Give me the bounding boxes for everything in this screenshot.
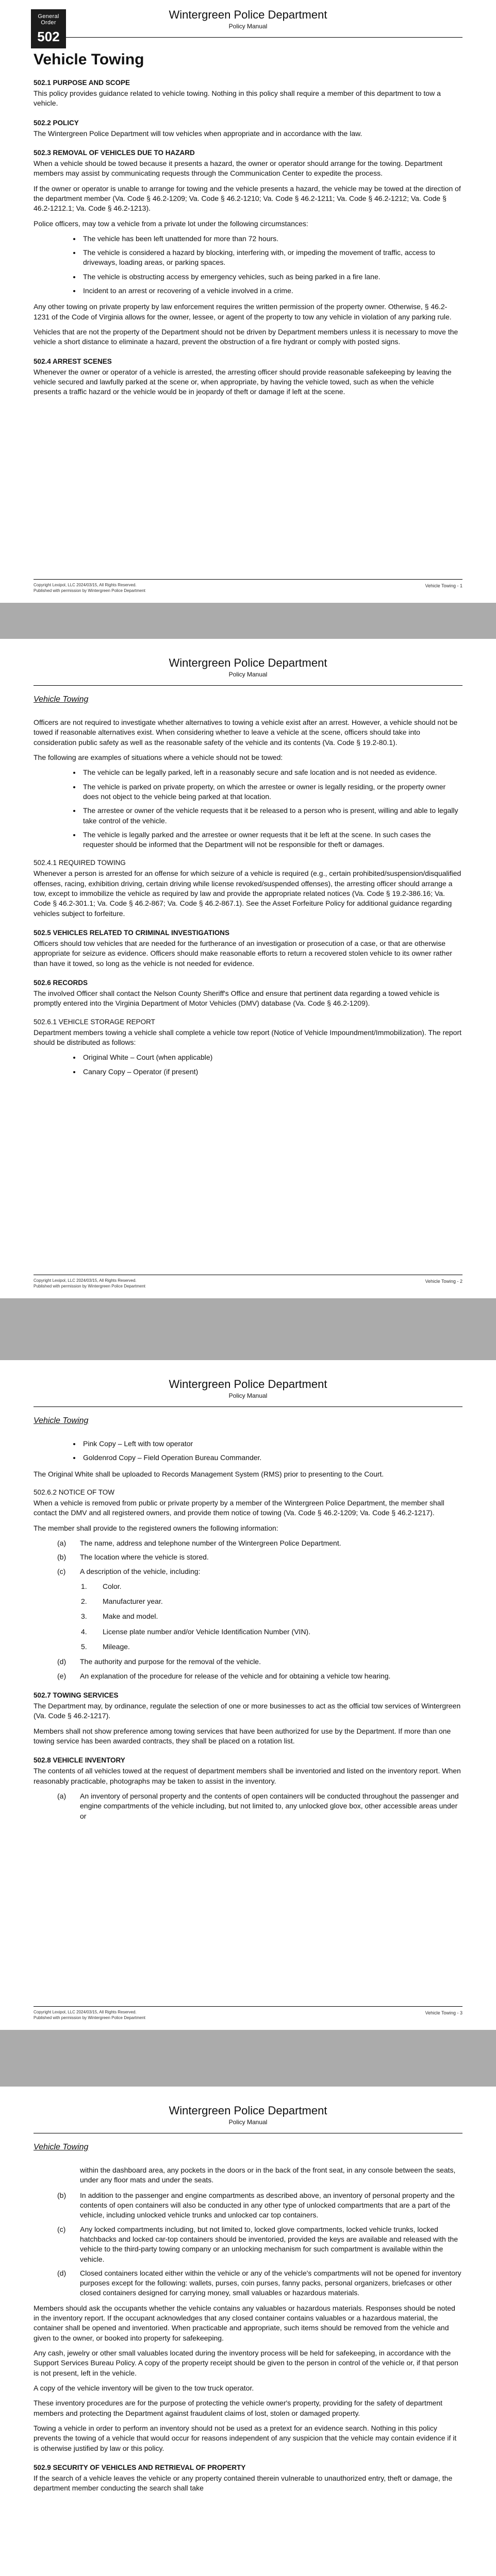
paragraph: If the search of a vehicle leaves the vehicle or any property contained therein vulnerable to unauthorized entry, theft or damage, the department member conducting the search shall take xyxy=(34,2473,453,2493)
paragraph: Towing a vehicle in order to perform an inventory should not be used as a pretext for an evidence search. Nothing in this policy prevents the towing of a vehicle that would occur for reasons independent of any suspicion that the vehicle may contain evidence if it is otherwise justified by law or this policy. xyxy=(34,2424,457,2452)
bullet-list xyxy=(34,1053,462,1077)
paragraph: The involved Officer shall contact the Nelson County Sheriff's Office and ensure that pertinent data regarding a towed vehicle is promptly entered into the Virginia Department of Motor Vehicles (DMV) database (Va. Code § 46.2-1209). xyxy=(34,989,440,1008)
department-name: Wintergreen Police Department xyxy=(169,8,327,21)
page-header xyxy=(0,639,496,678)
paragraph: The Original White shall be uploaded to Records Management System (RMS) prior to presenting to the Court. xyxy=(34,1469,384,1478)
list-item: 4. License plate number and/or Vehicle Identification Number (VIN). xyxy=(81,1627,311,1636)
document-page xyxy=(0,639,496,1298)
header-divider xyxy=(34,37,462,38)
list-item: 5. Mileage. xyxy=(81,1642,130,1651)
numbered-list xyxy=(34,1582,462,1652)
document-page xyxy=(0,1360,496,2030)
section-heading: 502.6 RECORDS xyxy=(34,978,88,987)
section-heading: 502.4 ARREST SCENES xyxy=(34,357,112,365)
list-item: • The vehicle is considered a hazard by blocking, interfering with, or impeding the movement of traffic, access to driveways, loading areas, or parking spaces. xyxy=(81,248,462,268)
page-footer xyxy=(34,2006,462,2021)
paragraph: The member shall provide to the registered owners the following information: xyxy=(34,1523,278,1532)
list-item: • The vehicle is legally parked and the arrestee or owner requests that it be left at the scene. In such cases the requester should be informed that the Department will not be responsible for theft or damages. xyxy=(81,830,462,850)
paragraph: If the owner or operator is unable to arrange for towing and the vehicle presents a hazard, the vehicle may be towed at the direction of the department member (Va. Code § 46.2-1209; Va. Code § 46.2-1210; Va. Code § 46.2-1211; Va. Code § 46.2-1212; Va. Code § 46.2-1212.1; Va. Code § 46.2-1213). xyxy=(34,184,461,213)
general-order-label: General Order xyxy=(38,13,59,26)
list-item: (b) In addition to the passenger and engine compartments as described above, an inventory of personal property and the contents of open containers will also be conducted in any other type of unlocked compartments that are a part of the vehicle, including unlocked vehicle trunks and unlocked car top containers. xyxy=(57,2191,455,2219)
header-divider xyxy=(34,1406,462,1407)
list-item: • Incident to an arrest or recovering of a vehicle involved in a crime. xyxy=(81,286,462,296)
document-page xyxy=(0,2087,496,2576)
bullet-list xyxy=(34,1439,462,1463)
list-item: (c) Any locked compartments including, but not limited to, locked glove compartments, locked vehicle trunks, locked hatchbacks and locked car-top containers should be inventoried, provided the keys are available and released with the vehicle to the third-party towing company or an unlocking mechanism for such compartment is available within the vehicle. xyxy=(57,2225,458,2263)
subsection-heading: 502.4.1 REQUIRED TOWING xyxy=(34,859,126,867)
manual-name: Policy Manual xyxy=(228,1392,268,1399)
department-name: Wintergreen Police Department xyxy=(169,656,327,669)
paragraph: Any cash, jewelry or other small valuables located during the inventory process will be held for safekeeping, in accordance with the Support Services Bureau Policy. A copy of the property receipt should be given to the person in control of the vehicle or, if that person is not present, left in the vehicle. xyxy=(34,2349,458,2377)
paragraph: The following are examples of situations where a vehicle should not be towed: xyxy=(34,753,283,761)
lettered-list xyxy=(34,2191,462,2298)
published-text: Published with permission by Wintergreen Police Department xyxy=(34,588,145,593)
paragraph: When a vehicle is removed from public or private property by a member of the Wintergreen Police Department, the member shall contact the DMV and all registered owners, and provide them notice of towing (Va. Code § 46.2-1209; Va. Code § 46.2-1217). xyxy=(34,1498,444,1517)
paragraph: Department members towing a vehicle shall complete a vehicle tow report (Notice of Vehicle Impoundment/Immobilization). The report should be distributed as follows: xyxy=(34,1028,462,1046)
list-item: • Goldenrod Copy – Field Operation Bureau Commander. xyxy=(81,1453,462,1463)
list-item: • Pink Copy – Left with tow operator xyxy=(81,1439,462,1449)
list-item: 3. Make and model. xyxy=(81,1612,158,1621)
list-item: (a) The name, address and telephone number of the Wintergreen Police Department. xyxy=(57,1538,341,1547)
paragraph: Any other towing on private property by law enforcement requires the written permission of the property owner. Otherwise, § 46.2-1231 of the Code of Virginia allows for the owner, lessee, or agent of the property to tow any vehicle in violation of any parking rule. xyxy=(34,302,452,321)
list-item: (a) An inventory of personal property and the contents of open containers will be conducted throughout the passenger and engine compartments of the vehicle including, but not limited to, any unlocked glove box, other accessible areas under or xyxy=(57,1791,459,1820)
list-item: • The vehicle can be legally parked, left in a reasonably secure and safe location and is not needed as evidence. xyxy=(81,768,462,777)
page-footer xyxy=(34,579,462,594)
paragraph: The Department may, by ordinance, regulate the selection of one or more businesses to act as the official tow services of Wintergreen (Va. Code § 46.2-1217). xyxy=(34,1702,461,1720)
paragraph: Members shall not show preference among towing services that have been authorized for use by the Department. If more than one towing service has been awarded contracts, they shall be placed on a rotation list. xyxy=(34,1726,451,1745)
published-text: Published with permission by Wintergreen Police Department xyxy=(34,2015,145,2020)
copyright-text: Copyright Lexipol, LLC 2024/03/15, All Rights Reserved. xyxy=(34,582,137,587)
subsection-heading: 502.6.2 NOTICE OF TOW xyxy=(34,1488,115,1496)
paragraph: within the dashboard area, any pockets in the doors or in the back of the front seat, in any console between the seats, under any floor mats and under the seats. xyxy=(80,2166,456,2184)
list-item: • The vehicle is parked on private property, on which the arrestee or owner is legally residing, or the property owner does not object to the vehicle being parked at that location. xyxy=(81,782,462,802)
list-item: • Canary Copy – Operator (if present) xyxy=(81,1067,462,1077)
section-heading: 502.3 REMOVAL OF VEHICLES DUE TO HAZARD xyxy=(34,148,195,157)
page-footer xyxy=(34,1275,462,1289)
section-heading: 502.8 VEHICLE INVENTORY xyxy=(34,1756,125,1765)
paragraph: When a vehicle should be towed because it presents a hazard, the owner or operator should arrange for the towing. Department members may assist by communicating requests through the Communication Center to expedite the process. xyxy=(34,159,443,178)
list-item: (d) The authority and purpose for the removal of the vehicle. xyxy=(57,1657,261,1666)
paragraph: Officers should tow vehicles that are needed for the furtherance of an investigation or prosecution of a case, or that are otherwise appropriate for seizure as evidence. Officers should make reasonable efforts to return a recovered stolen vehicle to its owner rather than have it towed, so long as the vehicle is not needed for evidence. xyxy=(34,939,452,968)
section-heading: 502.1 PURPOSE AND SCOPE xyxy=(34,79,130,87)
page-header xyxy=(0,1360,496,1399)
copyright-text: Copyright Lexipol, LLC 2024/03/15, All Rights Reserved. xyxy=(34,1278,137,1283)
paragraph: These inventory procedures are for the purpose of protecting the vehicle owner's property, providing for the safety of department members and protecting the Department against fraudulent claims of lost, stolen or damaged property. xyxy=(34,2399,443,2417)
lettered-list xyxy=(34,1791,462,1821)
list-item: (d) Closed containers located either within the vehicle or any of the vehicle's compartments will not be opened for inventory purposes except for the following: wallets, purses, coin purses, fanny packs, personal organizers, briefcases or other closed containers designed for carrying money, small valuables or hazardous materials. xyxy=(57,2268,461,2297)
header-divider xyxy=(34,685,462,686)
lettered-list xyxy=(34,1538,462,1577)
copyright-text: Copyright Lexipol, LLC 2024/03/15, All Rights Reserved. xyxy=(34,2009,137,2014)
manual-name: Policy Manual xyxy=(228,23,268,30)
paragraph: The Wintergreen Police Department will tow vehicles when appropriate and in accordance with the law. xyxy=(34,129,362,138)
running-title: Vehicle Towing xyxy=(34,1416,89,1425)
paragraph: A copy of the vehicle inventory will be given to the tow truck operator. xyxy=(34,2383,254,2392)
list-item: • The arrestee or owner of the vehicle requests that it be released to a person who is present, willing and able to legally take control of the vehicle. xyxy=(81,806,462,826)
section-heading: 502.2 POLICY xyxy=(34,118,79,127)
lettered-list xyxy=(34,1657,462,1681)
page-number: Vehicle Towing - 1 xyxy=(425,583,462,588)
general-order-number: 502 xyxy=(37,29,60,44)
list-item: 1. Color. xyxy=(81,1582,122,1590)
page-number: Vehicle Towing - 3 xyxy=(425,2010,462,2015)
list-item: • Original White – Court (when applicable) xyxy=(81,1053,462,1062)
list-item: (b) The location where the vehicle is stored. xyxy=(57,1553,209,1562)
subsection-heading: 502.6.1 VEHICLE STORAGE REPORT xyxy=(34,1018,155,1026)
page-number: Vehicle Towing - 2 xyxy=(425,1278,462,1284)
page-header xyxy=(0,2087,496,2126)
department-name: Wintergreen Police Department xyxy=(169,1378,327,1391)
bullet-list xyxy=(34,768,462,850)
paragraph: Whenever the owner or operator of a vehicle is arrested, the arresting officer should provide reasonable safekeeping by leaving the vehicle secured and lawfully parked at the scene or, when appropriate, by having the vehicle towed, such as when the vehicle presents a traffic hazard or the vehicle would be in jeopardy of theft or damage if left at the scene. xyxy=(34,367,452,396)
manual-name: Policy Manual xyxy=(228,671,268,678)
section-heading: 502.7 TOWING SERVICES xyxy=(34,1691,119,1699)
running-title: Vehicle Towing xyxy=(34,2143,89,2151)
manual-name: Policy Manual xyxy=(228,2119,268,2126)
paragraph: Whenever a person is arrested for an offense for which seizure of a vehicle is required (e.g., certain prohibited/suspension/disqualified offenses, racing, exhibition driving, certain driving while license revoked/suspended offenses), the arresting officer should arrange a tow, except to immobilize the vehicle as required by law and provide the appropriate related notices (Va. Code § 19.2-386.16; Va. Code § 46.2-301.1; Va. Code § 46.2-867; Va. Code § 46.2-867.1). See the Asset Forfeiture Policy for additional guidance regarding vehicles subject to forfeiture. xyxy=(34,869,461,918)
paragraph: Members should ask the occupants whether the vehicle contains any valuables or hazardous materials. Responses should be noted in the inventory report. If the occupant acknowledges that any closed container contains valuables or a hazardous material, the container shall be opened and inventoried. When practicable and appropriate, such items should be removed from the vehicle and given to the owner, or booked into property for safekeeping. xyxy=(34,2303,455,2342)
paragraph: The contents of all vehicles towed at the request of department members shall be inventoried and listed on the inventory report. When reasonably practicable, photographs may be taken to assist in the inventory. xyxy=(34,1767,461,1785)
document-page xyxy=(0,0,496,603)
bullet-list xyxy=(34,234,462,296)
published-text: Published with permission by Wintergreen Police Department xyxy=(34,1283,145,1289)
department-name: Wintergreen Police Department xyxy=(169,2104,327,2117)
paragraph: Officers are not required to investigate whether alternatives to towing a vehicle exist after an arrest. However, a vehicle should not be towed if reasonable alternatives exist. When considering whether to leave a vehicle at the scene, officers should take into consideration public safety as well as the reasonable safety of the vehicle and its contents (Va. Code § 19.2-80.1). xyxy=(34,718,458,747)
page-header xyxy=(0,0,496,30)
paragraph: Vehicles that are not the property of the Department should not be driven by Department members unless it is necessary to move the vehicle a short distance to eliminate a hazard, prevent the obstruction of a fire hydrant or comply with posted signs. xyxy=(34,328,458,346)
list-item: • The vehicle is obstructing access by emergency vehicles, such as being parked in a fire lane. xyxy=(81,272,462,282)
list-item: • The vehicle has been left unattended for more than 72 hours. xyxy=(81,234,462,244)
general-order-badge xyxy=(31,9,66,48)
section-heading: 502.9 SECURITY OF VEHICLES AND RETRIEVAL OF PROPERTY xyxy=(34,2463,246,2471)
paragraph: This policy provides guidance related to vehicle towing. Nothing in this policy shall require a member of this department to tow a vehicle. xyxy=(34,89,441,108)
list-item: (e) An explanation of the procedure for release of the vehicle and for obtaining a vehicle tow hearing. xyxy=(57,1671,391,1680)
paragraph: Police officers, may tow a vehicle from a private lot under the following circumstances: xyxy=(34,219,308,228)
list-item: (c) A description of the vehicle, including: xyxy=(57,1567,201,1575)
list-item: 2. Manufacturer year. xyxy=(81,1597,163,1606)
page-title: Vehicle Towing xyxy=(34,51,144,68)
section-heading: 502.5 VEHICLES RELATED TO CRIMINAL INVESTIGATIONS xyxy=(34,929,230,937)
running-title: Vehicle Towing xyxy=(34,695,89,704)
